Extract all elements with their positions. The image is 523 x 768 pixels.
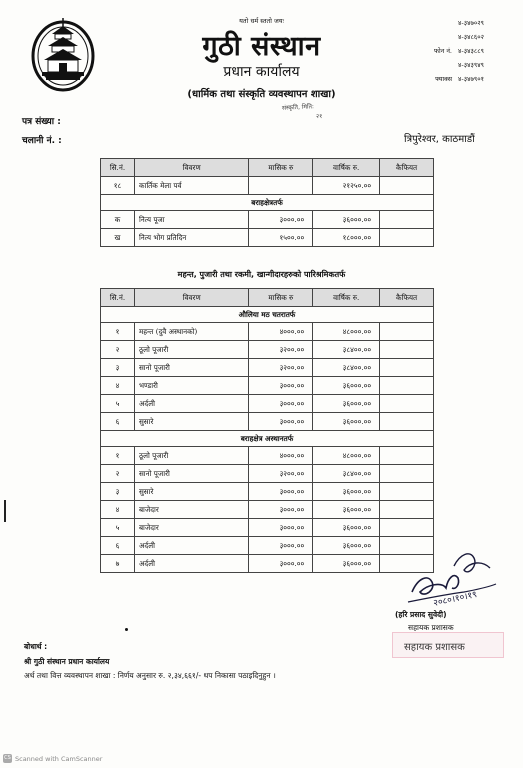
table-row: क नित्य पूजा ३०००.०० ३६०००.०० — [101, 211, 434, 229]
table-row: १ ठूलो पूजारी ४०००.०० ४८०००.०० — [101, 447, 434, 465]
table-row: ६ अर्दली ३०००.०० ३६०००.०० — [101, 537, 434, 555]
office-name: प्रधान कार्यालय — [223, 64, 300, 80]
phone-row: ४-३४७०२९ — [458, 18, 485, 27]
fax-row: फ्याक्स ४-३४७९०१ — [435, 74, 485, 83]
handwritten-signature — [398, 548, 503, 612]
table-row: १८ कार्तिक मेला पर्व २१२५०.०० — [101, 177, 434, 195]
date-stamp-text: संस्कृति, मिति: — [281, 103, 315, 112]
phone-row: ४-३४३९४९ — [458, 60, 485, 69]
ink-dot — [125, 628, 128, 631]
table-row: ७ अर्दली ३०००.०० ३६०००.०० — [101, 555, 434, 573]
table-header-row: सि.नं. विवरण मासिक रु वार्षिक रु. कैफियत — [101, 289, 434, 307]
signatory-post: सहायक प्रशासक — [408, 623, 454, 632]
worship-expense-table — [100, 158, 434, 247]
table-row: २ सानो पूजारी ३२००.०० ३८४००.०० — [101, 465, 434, 483]
section-name: (धार्मिक तथा संस्कृति व्यवस्थापन शाखा) — [187, 89, 336, 100]
table-header-row: सि.नं. विवरण मासिक रु वार्षिक रु. कैफियत — [101, 159, 434, 177]
stamp-text: सहायक प्रशासक — [404, 642, 465, 653]
phone-list — [420, 15, 516, 85]
cc-recipient: श्री गुठी संस्थान प्रधान कार्यालय — [24, 657, 110, 666]
table-row: ख नित्य भोग प्रतिदिन १५००.०० १८०००.०० — [101, 229, 434, 247]
table-row: ३ सानो पूजारी ३२००.०० ३८४००.०० — [101, 359, 434, 377]
cc-label: बोधार्थ : — [24, 642, 48, 651]
table-row: २ ठूलो पूजारी ३२००.०० ३८४००.०० — [101, 341, 434, 359]
letter-number-label: पत्र संख्या : — [22, 117, 61, 127]
remuneration-table — [100, 288, 434, 573]
date-stamp-number: २१ — [316, 113, 323, 120]
phone-row: ४-३४८६०२ — [458, 32, 485, 41]
table-row: ४ भण्डारी ३०००.०० ३६०००.०० — [101, 377, 434, 395]
table-row: १ महन्त (दुवै अस्थानको) ४०००.०० ४८०००.०० — [101, 323, 434, 341]
table-row: ४ बाजेदार ३०००.०० ३६०००.०० — [101, 501, 434, 519]
place-name: त्रिपुरेश्वर, काठमाडौं — [404, 134, 475, 145]
table-row: ५ बाजेदार ३०००.०० ३६०००.०० — [101, 519, 434, 537]
section-row: बराहक्षेत्र अस्थानतर्फ — [101, 431, 434, 447]
organization-title: गुठी संस्थान — [202, 31, 321, 62]
phone-row: फोन नं. ४-३४३८८९ — [433, 46, 485, 55]
section-row: बराहक्षेत्रतर्फ — [101, 195, 434, 211]
table-row: ५ अर्दली ३०००.०० ३६०००.०० — [101, 395, 434, 413]
camscanner-icon: CS — [4, 755, 11, 761]
watermark-text: Scanned with CamScanner — [15, 754, 103, 763]
remuneration-title: महन्त, पुजारी तथा रकमी, खान्गीदारहरुको पारिश्रमिकतर्फ — [177, 270, 346, 279]
signatory-name: (हरि प्रसाद सुवेदी) — [395, 610, 447, 619]
section-row: औलिया मठ चतरातर्फ — [101, 307, 434, 323]
dispatch-number-label: चलानी नं. : — [22, 136, 62, 146]
scanner-watermark — [3, 754, 102, 763]
margin-mark — [4, 500, 6, 522]
cc-instruction: अर्थ तथा वित्त व्यवस्थापन शाखा : निर्णय अनुसार रु. २,३४,६६१/- थप निकासा पठाइदिनुहुन । — [24, 671, 276, 680]
table-row: ६ सुसारे ३०००.०० ३६०००.०० — [101, 413, 434, 431]
motto: यतो धर्म स्ततो जयः — [239, 17, 284, 25]
handwritten-date: २०८०।१०।१९ — [432, 589, 478, 609]
table-row: ३ सुसारे ३०००.०० ३६०००.०० — [101, 483, 434, 501]
